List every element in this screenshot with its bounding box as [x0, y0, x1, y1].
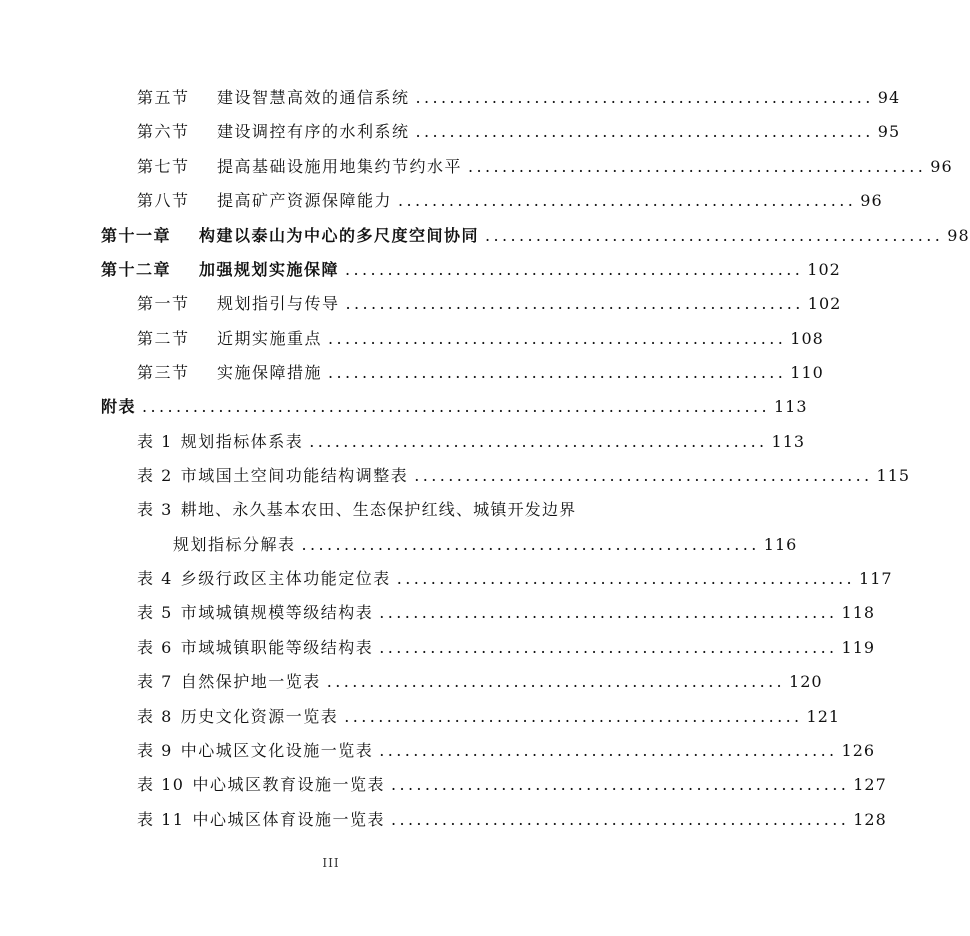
- toc-entry-title: 乡级行政区主体功能定位表: [180, 569, 391, 588]
- toc-table-entry[interactable]: [137, 499, 578, 521]
- toc-dot-leader: ......................................................: [328, 329, 787, 348]
- toc-entry-title: 实施保障措施: [217, 363, 323, 382]
- toc-entry-page: 120: [789, 672, 823, 691]
- toc-entry[interactable]: [137, 121, 901, 143]
- toc-entry-page: 110: [790, 363, 824, 382]
- toc-entry-label: 表 11: [137, 810, 185, 829]
- toc-entry-title: 历史文化资源一览表: [180, 707, 339, 726]
- toc-dot-leader: ......................................................: [379, 741, 838, 760]
- toc-entry-page: 94: [877, 88, 901, 107]
- toc-dot-leader: ......................................................: [345, 294, 804, 313]
- toc-entry-title: 构建以泰山为中心的多尺度空间协同: [199, 226, 480, 245]
- toc-entry-page: 96: [930, 157, 953, 176]
- toc-entry-label: 第二节: [137, 329, 190, 348]
- toc-entry-page: 116: [763, 535, 798, 554]
- toc-dot-leader: ......................................................: [326, 672, 786, 691]
- toc-entry-label: 表 8: [137, 707, 173, 726]
- toc-entry-label: 表 6: [137, 638, 173, 657]
- toc-entry[interactable]: [137, 156, 953, 178]
- toc-dot-leader: ......................................................: [396, 569, 856, 588]
- toc-table-entry[interactable]: [137, 671, 823, 693]
- toc-entry-page: 102: [807, 294, 842, 313]
- toc-entry-title: 规划指引与传导: [217, 294, 340, 313]
- toc-table-entry[interactable]: [137, 809, 887, 831]
- toc-dot-leader: ......................................................: [345, 260, 804, 279]
- toc-dot-leader: ......................................................: [398, 191, 857, 210]
- toc-dot-leader: ......................................................: [415, 88, 874, 107]
- toc-dot-leader: ......................................................: [485, 226, 944, 245]
- toc-entry-label: 第七节: [137, 157, 190, 176]
- toc-entry-page: 98: [947, 226, 970, 245]
- toc-table-entry[interactable]: [137, 740, 876, 762]
- toc-entry-title: 中心城区教育设施一览表: [192, 775, 385, 794]
- toc-dot-leader: ......................................................: [414, 466, 873, 485]
- toc-entry-page: 119: [841, 638, 876, 657]
- toc-dot-leader: ......................................................: [379, 603, 838, 622]
- toc-entry[interactable]: [137, 362, 824, 384]
- toc-entry-page: 127: [853, 775, 887, 794]
- toc-entry-label: 表 9: [137, 741, 173, 760]
- toc-entry-page: 96: [860, 191, 883, 210]
- toc-dot-leader: ......................................................: [344, 707, 803, 726]
- toc-dot-leader: ......................................................: [309, 432, 768, 451]
- toc-entry-label: 表 2: [137, 466, 173, 485]
- toc-entry-title: 自然保护地一览表: [180, 672, 321, 691]
- toc-entry-page: 113: [771, 432, 806, 451]
- toc-entry-title: 中心城区体育设施一览表: [192, 810, 385, 829]
- toc-dot-leader: ......................................................: [379, 638, 838, 657]
- toc-entry-page: 115: [876, 466, 911, 485]
- toc-dot-leader: ......................................................: [390, 775, 850, 794]
- toc-entry-page: 118: [841, 603, 876, 622]
- toc-dot-leader: ......................................................: [301, 535, 760, 554]
- toc-entry-title: 市域城镇职能等级结构表: [180, 638, 374, 657]
- toc-dot-leader: ......................................................: [390, 810, 850, 829]
- toc-dot-leader: ..........................................................................: [142, 397, 770, 416]
- toc-entry-title: 市域国土空间功能结构调整表: [180, 466, 409, 485]
- toc-entry-page: 113: [773, 397, 808, 416]
- toc-entry-title: 规划指标体系表: [180, 432, 304, 451]
- toc-entry-page: 128: [853, 810, 887, 829]
- toc-entry-title: 加强规划实施保障: [199, 260, 340, 279]
- toc-chapter-entry[interactable]: [101, 225, 970, 247]
- toc-table-entry[interactable]: [137, 602, 876, 624]
- toc-entry-page: 95: [877, 122, 901, 141]
- toc-entry-label: 附表: [101, 397, 137, 416]
- toc-entry-title: 耕地、永久基本农田、生态保护红线、城镇开发边界: [180, 500, 577, 519]
- toc-entry[interactable]: [137, 190, 883, 212]
- toc-entry-title: 提高矿产资源保障能力: [217, 191, 393, 210]
- toc-entry[interactable]: [137, 328, 824, 350]
- toc-table-entry[interactable]: [137, 431, 806, 453]
- toc-entry-title: 提高基础设施用地集约节约水平: [217, 157, 463, 176]
- toc-entry-label: 表 7: [137, 672, 173, 691]
- toc-dot-leader: ......................................................: [415, 122, 874, 141]
- toc-entry-label: 第六节: [137, 122, 190, 141]
- toc-entry-label: 第十一章: [101, 226, 172, 245]
- toc-entry-title: 建设智慧高效的通信系统: [217, 88, 410, 107]
- toc-entry-title: 中心城区文化设施一览表: [180, 741, 374, 760]
- toc-table-entry[interactable]: [137, 706, 841, 728]
- toc-entry-label: 表 3: [137, 500, 173, 519]
- toc-entry[interactable]: [137, 87, 901, 109]
- toc-entry-page: 117: [859, 569, 893, 588]
- toc-dot-leader: ......................................................: [468, 157, 927, 176]
- toc-entry-label: 表 5: [137, 603, 173, 622]
- toc-entry-page: 121: [806, 707, 841, 726]
- toc-entry-label: 第十二章: [101, 260, 172, 279]
- toc-table-entry[interactable]: [137, 774, 887, 796]
- toc-entry-label: 表 1: [137, 432, 173, 451]
- toc-table-entry-continuation[interactable]: [173, 534, 798, 556]
- toc-table-entry[interactable]: [137, 637, 876, 659]
- toc-entry-title: 近期实施重点: [217, 329, 323, 348]
- toc-entry-title: 规划指标分解表: [173, 535, 296, 554]
- toc-entry-page: 108: [790, 329, 824, 348]
- toc-entry-page: 102: [807, 260, 841, 279]
- toc-entry-title: 市域城镇规模等级结构表: [180, 603, 374, 622]
- toc-entry-label: 第五节: [137, 88, 190, 107]
- toc-entry-label: 表 4: [137, 569, 173, 588]
- toc-entry-page: 126: [841, 741, 876, 760]
- toc-entry-label: 表 10: [137, 775, 185, 794]
- toc-entry-title: 建设调控有序的水利系统: [217, 122, 410, 141]
- toc-appendix-entry[interactable]: [101, 396, 808, 418]
- toc-dot-leader: ......................................................: [328, 363, 787, 382]
- toc-entry-label: 第三节: [137, 363, 190, 382]
- toc-entry[interactable]: [137, 293, 842, 315]
- toc-table-entry[interactable]: [137, 568, 893, 590]
- toc-chapter-entry[interactable]: [101, 259, 841, 281]
- toc-entry-label: 第一节: [137, 294, 190, 313]
- toc-table-entry[interactable]: [137, 465, 911, 487]
- toc-entry-label: 第八节: [137, 191, 190, 210]
- page-number: III: [322, 856, 340, 870]
